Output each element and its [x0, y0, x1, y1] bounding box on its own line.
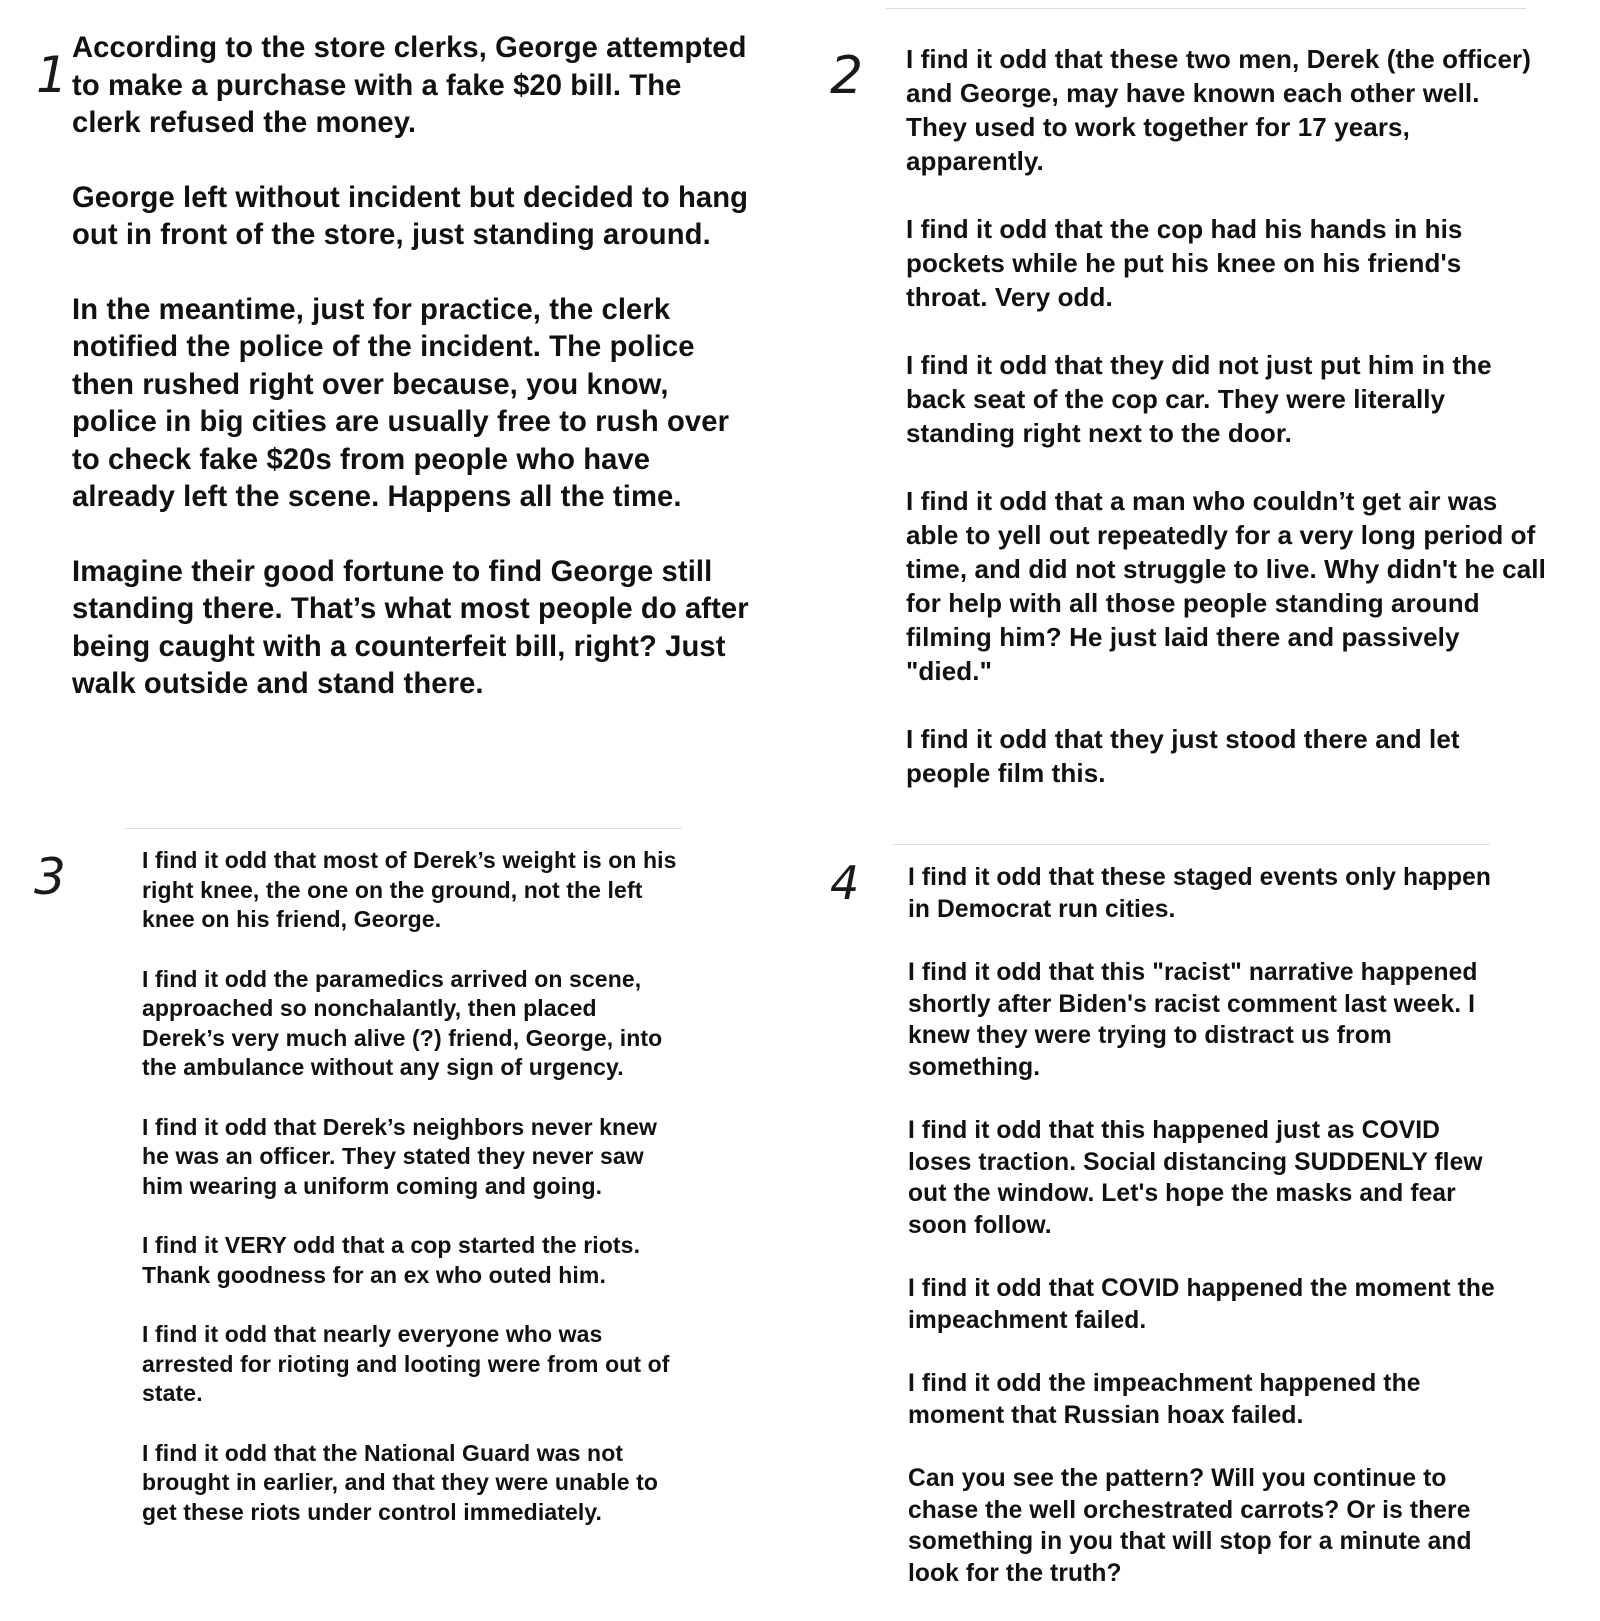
paragraph: I find it odd that they just stood there and let people film this.: [906, 724, 1460, 788]
divider-top-right: [886, 8, 1526, 9]
panel-number-2: 2: [830, 46, 864, 106]
paragraph: I find it odd that this "racist" narrative happened shortly after Biden's racist comment last week. I knew they were trying to distract us from something.: [908, 959, 1478, 1081]
paragraph: I find it odd that a man who couldn’t get air was able to yell out repeatedly for a very long period of time, and did not struggle to live. Why didn't he call for help with all those people standing around filming him? He just laid there and passively "died.": [906, 486, 1546, 686]
paragraph: George left without incident but decided to hang out in front of the store, just standing around.: [72, 181, 749, 251]
paragraph: In the meantime, just for practice, the clerk notified the police of the incident. The police then rushed right over because, you know, police in big cities are usually free to rush over to check fake $20s from people who have already left the scene. Happens all the time.: [72, 293, 730, 513]
panel-4: [908, 862, 1508, 1621]
panel-number-4: 4: [830, 856, 860, 910]
divider-panel-4: [892, 844, 1490, 845]
paragraph: I find it odd that the National Guard was not brought in earlier, and that they were unable to get these riots under control immediately.: [142, 1439, 658, 1525]
paragraph: I find it odd that they did not just put him in the back seat of the cop car. They were literally standing right next to the door.: [906, 350, 1492, 448]
paragraph: I find it odd that these staged events only happen in Democrat run cities.: [908, 864, 1492, 923]
paragraph: I find it odd that the cop had his hands in his pockets while he put his knee on his friend's throat. Very odd.: [906, 214, 1463, 312]
paragraph: Can you see the pattern? Will you continue to chase the well orchestrated carrots? Or is there something in you that will stop for a minute and look for the truth?: [908, 1465, 1472, 1587]
paragraph: Imagine their good fortune to find George still standing there. That’s what most people do after being caught with a counterfeit bill, right? Just walk outside and stand there.: [72, 555, 749, 700]
paragraph: I find it odd that Derek’s neighbors never knew he was an officer. They stated they never saw him wearing a uniform coming and going.: [142, 1113, 658, 1199]
divider-panel-3: [124, 828, 682, 829]
panel-number-3: 3: [34, 848, 66, 906]
panel-3: [142, 846, 682, 1557]
paragraph: I find it odd the paramedics arrived on scene, approached so nonchalantly, then placed Derek’s very much alive (?) friend, George, into the ambulance without any sign of urgency.: [142, 965, 663, 1080]
panel-number-1: 1: [36, 46, 68, 104]
paragraph: I find it odd the impeachment happened the moment that Russian hoax failed.: [908, 1370, 1421, 1429]
panel-2: [906, 42, 1546, 824]
paragraph: I find it odd that COVID happened the moment the impeachment failed.: [908, 1275, 1495, 1334]
paragraph: I find it odd that nearly everyone who was arrested for rioting and looting were from out of state.: [142, 1321, 670, 1406]
paragraph: According to the store clerks, George attempted to make a purchase with a fake $20 bill. The clerk refused the money.: [72, 32, 747, 139]
panel-1: [72, 30, 752, 741]
paragraph: I find it VERY odd that a cop started the riots. Thank goodness for an ex who outed him.: [142, 1232, 641, 1288]
paragraph: I find it odd that this happened just as COVID loses traction. Social distancing SUDDENLY flew out the window. Let's hope the masks and fear soon follow.: [908, 1117, 1483, 1239]
paragraph: I find it odd that most of Derek’s weight is on his right knee, the one on the ground, not the left knee on his friend, George.: [142, 847, 677, 932]
paragraph: I find it odd that these two men, Derek (the officer) and George, may have known each other well. They used to work together for 17 years, apparently.: [906, 44, 1532, 176]
